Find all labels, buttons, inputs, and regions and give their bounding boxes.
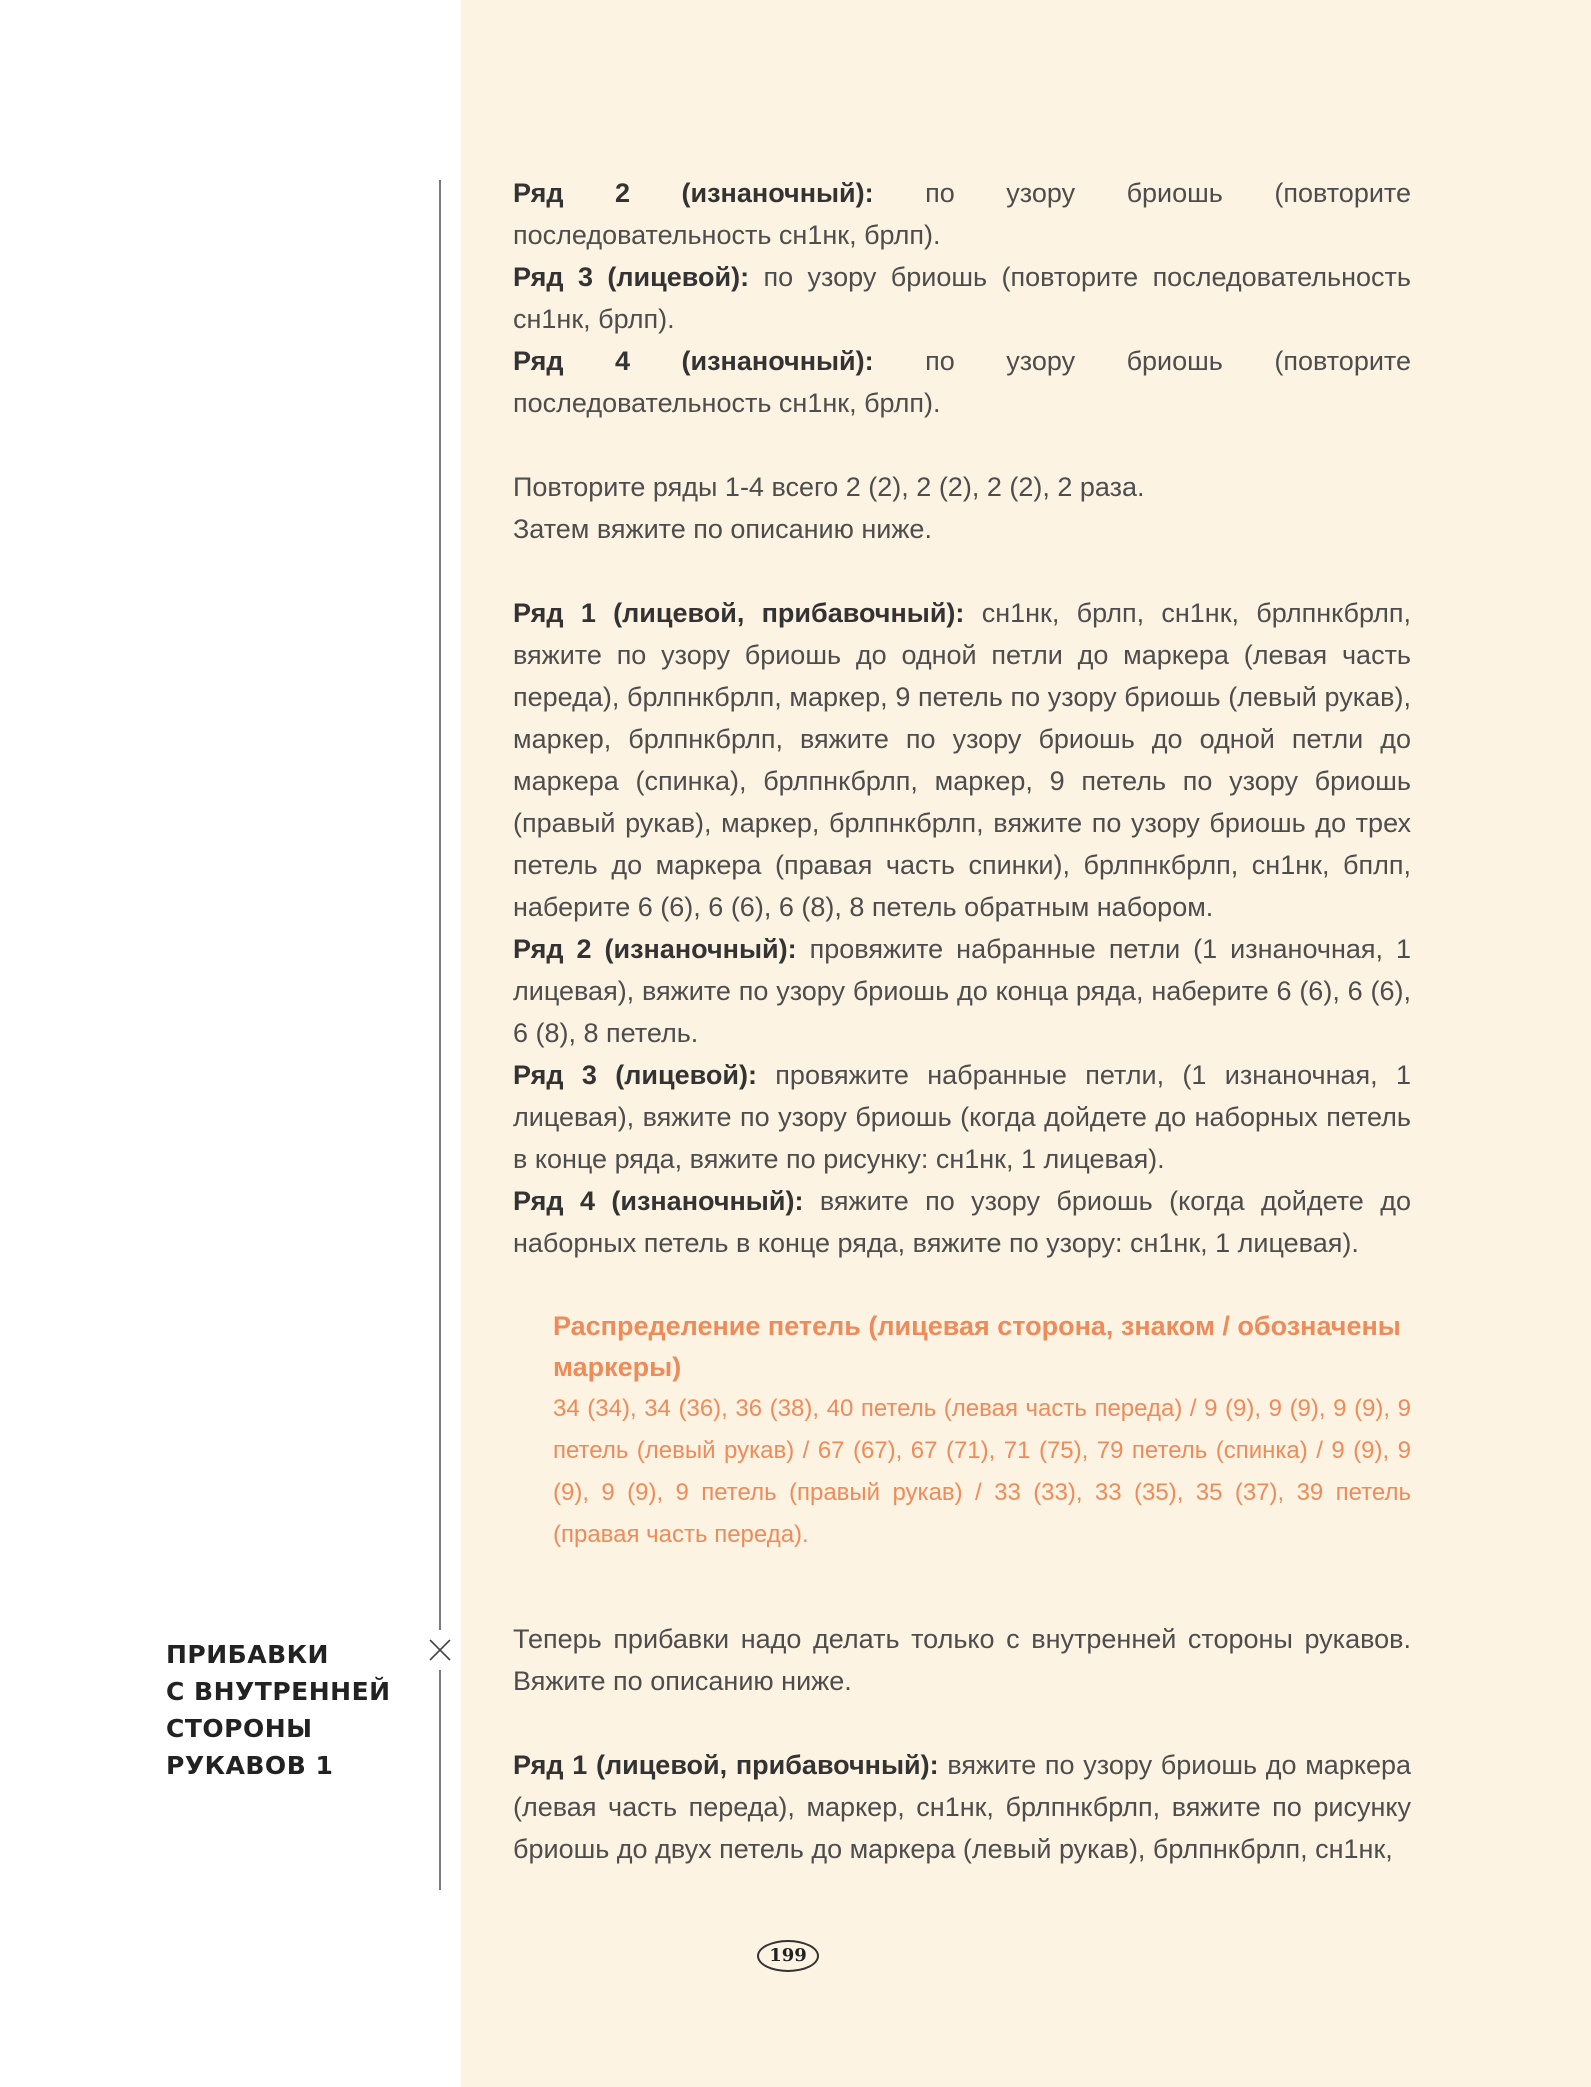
row-instruction bbox=[513, 928, 1411, 1054]
row-text: по узору бриошь (повторите последовательность сн1нк, брлп). bbox=[513, 262, 1411, 334]
vertical-rule bbox=[439, 180, 441, 1630]
row-instruction bbox=[513, 1180, 1411, 1264]
row-label: Ряд 1 (лицевой, прибавочный): bbox=[513, 1750, 939, 1780]
repeat-instruction: Повторите ряды 1-4 всего 2 (2), 2 (2), 2 (2), 2 раза. bbox=[513, 472, 1145, 502]
row-label: Ряд 4 (изнаночный): bbox=[513, 346, 874, 376]
row-text: вяжите по узору бриошь до маркера (левая часть переда), маркер, сн1нк, брлпнкбрлп, вяжите по рисунку бриошь до двух петель до маркера (левый рукав), брлпнкбрлп, сн1нк, bbox=[513, 1750, 1411, 1864]
then-instruction: Затем вяжите по описанию ниже. bbox=[513, 514, 932, 544]
section-intro: Теперь прибавки надо делать только с внутренней стороны рукавов. Вяжите по описанию ниже. bbox=[513, 1624, 1411, 1696]
row-text: по узору бриошь (повторите последовательность сн1нк, брлп). bbox=[513, 346, 1411, 418]
row-text: по узору бриошь (повторите последовательность сн1нк, брлп). bbox=[513, 178, 1411, 250]
row-label: Ряд 3 (лицевой): bbox=[513, 1060, 757, 1090]
row-instruction bbox=[513, 1054, 1411, 1180]
page-number: 199 bbox=[757, 1940, 819, 1972]
cross-mark-icon bbox=[426, 1636, 454, 1664]
row-label: Ряд 3 (лицевой): bbox=[513, 262, 750, 292]
row-label: Ряд 2 (изнаночный): bbox=[513, 934, 797, 964]
stitch-distribution-note bbox=[553, 1306, 1411, 1556]
row-text: вяжите по узору бриошь (когда дойдете до наборных петель в конце ряда, вяжите по узору: сн1нк, 1 лицевая). bbox=[513, 1186, 1411, 1258]
row-text: провяжите набранные петли, (1 изнаночная, 1 лицевая), вяжите по узору бриошь (когда дойдете до наборных петель в конце ряда, вяжите по рисунку: сн1нк, 1 лицевая). bbox=[513, 1060, 1411, 1174]
note-title: Распределение петель (лицевая сторона, знаком / обозначены маркеры) bbox=[553, 1311, 1401, 1382]
row-instruction bbox=[513, 592, 1411, 928]
row-text: сн1нк, брлп, сн1нк, брлпнкбрлп, вяжите по узору бриошь до одной петли до маркера (левая часть переда), брлпнкбрлп, маркер, 9 петель по узору бриошь (левый рукав), маркер, брлпнкбрлп, вяжите по узору бриошь до одной петли до маркера (спинка), брлпнкбрлп, маркер, 9 петель по узору бриошь (правый рукав), маркер, брлпнкбрлп, вяжите по узору бриошь до трех петель до маркера (правая часть спинки), брлпнкбрлп, сн1нк, бплп, наберите 6 (6), 6 (6), 6 (8), 8 петель обратным набором. bbox=[513, 598, 1411, 922]
instructions-column bbox=[513, 172, 1411, 1870]
vertical-rule bbox=[439, 1670, 441, 1890]
row-label: Ряд 1 (лицевой, прибавочный): bbox=[513, 598, 965, 628]
row-instruction bbox=[513, 172, 1411, 256]
row-text: провяжите набранные петли (1 изнаночная, 1 лицевая), вяжите по узору бриошь до конца ряда, наберите 6 (6), 6 (6), 6 (8), 8 петель. bbox=[513, 934, 1411, 1048]
section-heading: ПРИБАВКИ С ВНУТРЕННЕЙ СТОРОНЫ РУКАВОВ 1 bbox=[166, 1640, 391, 1780]
row-instruction bbox=[513, 1744, 1411, 1870]
note-body: 34 (34), 34 (36), 36 (38), 40 петель (левая часть переда) / 9 (9), 9 (9), 9 (9), 9 петель (левый рукав) / 67 (67), 67 (71), 71 (75), 79 петель (спинка) / 9 (9), 9 (9), 9 (9), 9 петель (правый рукав) / 33 (33), 33 (35), 35 (37), 39 петель (правая часть переда). bbox=[553, 1395, 1411, 1548]
row-label: Ряд 4 (изнаночный): bbox=[513, 1186, 804, 1216]
row-label: Ряд 2 (изнаночный): bbox=[513, 178, 874, 208]
row-instruction bbox=[513, 340, 1411, 424]
row-instruction bbox=[513, 256, 1411, 340]
